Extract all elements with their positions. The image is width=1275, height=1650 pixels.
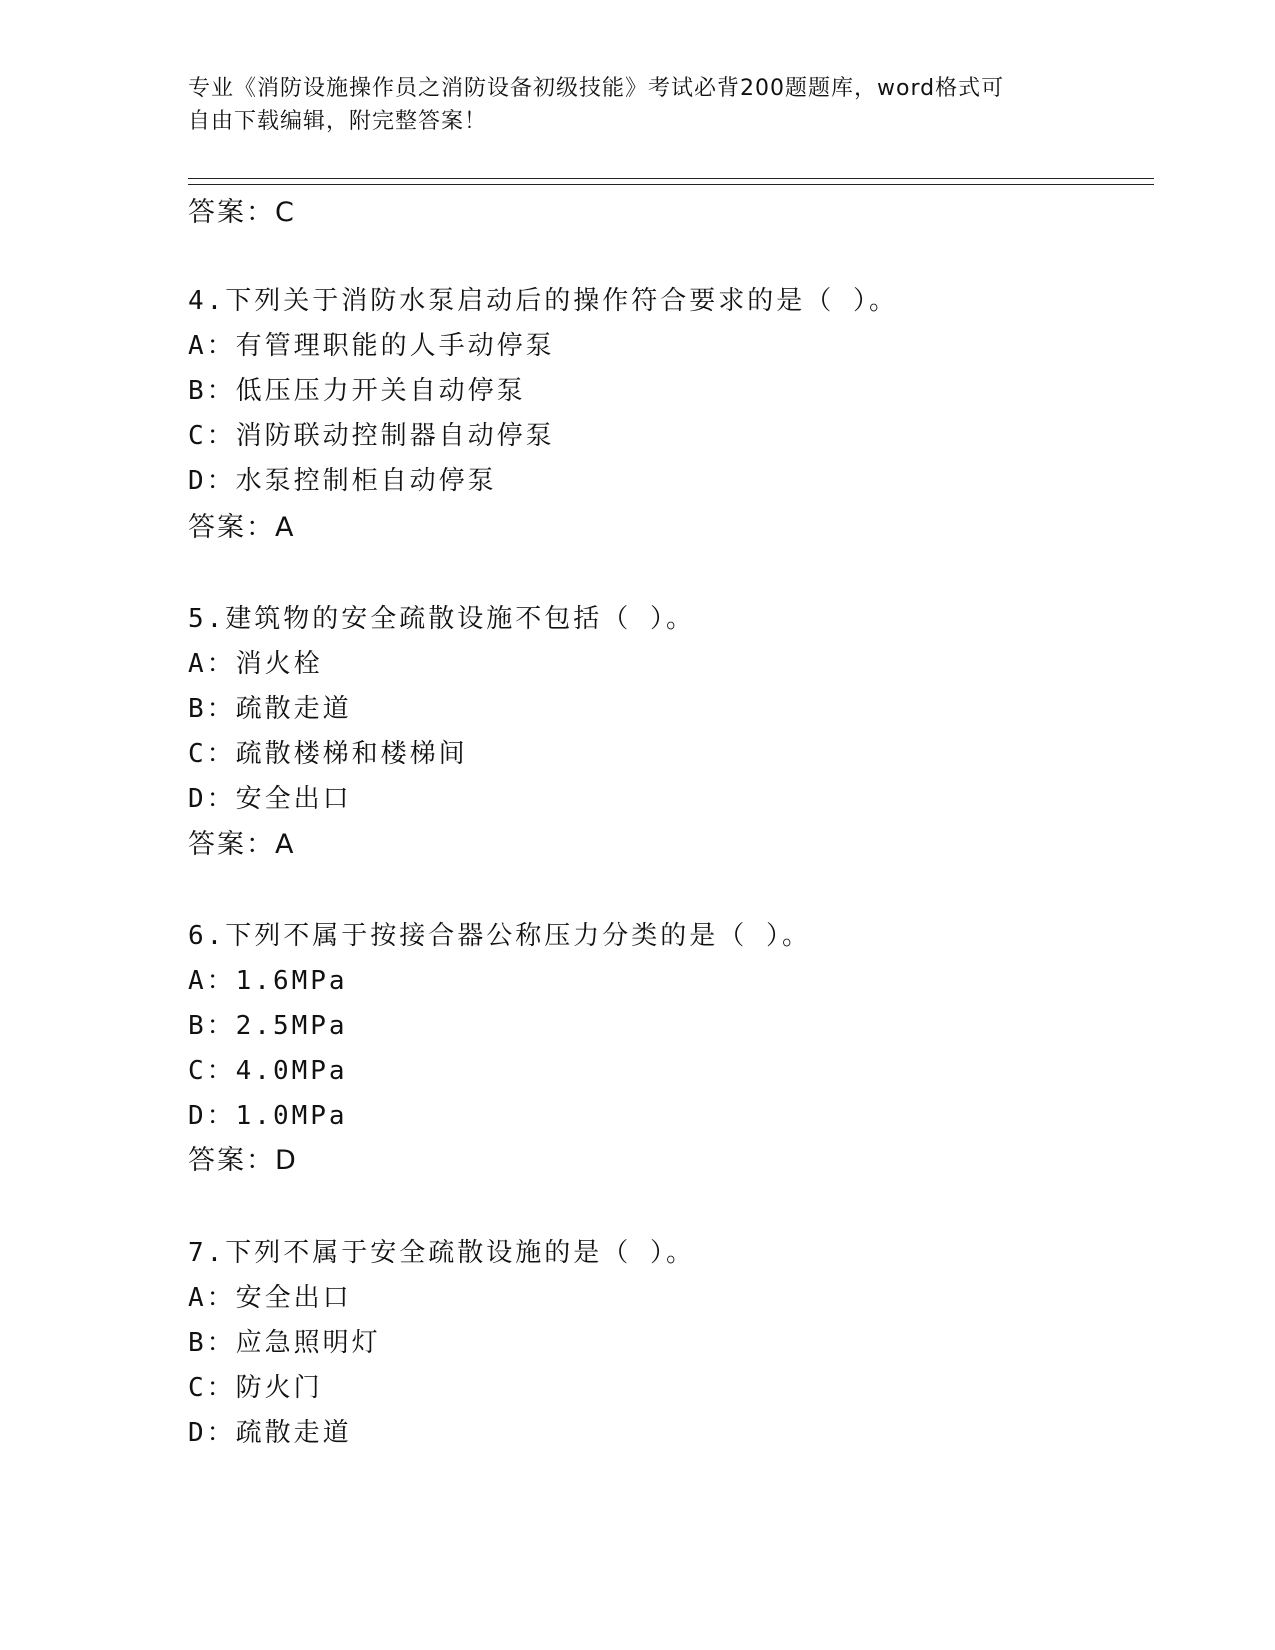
question-4-option-d: D：水泵控制柜自动停泵 xyxy=(188,466,497,496)
answer-q6: 答案：D xyxy=(188,1145,298,1176)
answer-q4: 答案：A xyxy=(188,512,296,543)
question-5-option-d: D：安全出口 xyxy=(188,784,352,814)
header-rule-top xyxy=(188,178,1154,179)
question-4-option-b: B：低压压力开关自动停泵 xyxy=(188,376,526,406)
question-4-option-a: A：有管理职能的人手动停泵 xyxy=(188,331,555,361)
header-rule-bottom xyxy=(188,184,1154,185)
question-5-option-b: B：疏散走道 xyxy=(188,694,352,724)
question-5-option-c: C：疏散楼梯和楼梯间 xyxy=(188,739,468,769)
header-line-2: 自由下载编辑，附完整答案！ xyxy=(188,109,488,134)
question-6-option-a: A：1.6MPa xyxy=(188,966,348,996)
question-7-stem: 7.下列不属于安全疏散设施的是（ ）。 xyxy=(188,1238,695,1268)
question-7-option-b: B：应急照明灯 xyxy=(188,1328,381,1358)
header-line-1: 专业《消防设施操作员之消防设备初级技能》考试必背200题题库，word格式可 xyxy=(188,76,1005,101)
question-5-stem: 5.建筑物的安全疏散设施不包括（ ）。 xyxy=(188,604,695,634)
question-6-option-c: C：4.0MPa xyxy=(188,1056,348,1086)
answer-q5: 答案：A xyxy=(188,829,296,860)
question-7-option-a: A：安全出口 xyxy=(188,1283,352,1313)
question-6-option-b: B：2.5MPa xyxy=(188,1011,348,1041)
question-5-option-a: A：消火栓 xyxy=(188,649,323,679)
document-header xyxy=(188,72,1088,138)
question-7-option-c: C：防火门 xyxy=(188,1373,323,1403)
question-6-stem: 6.下列不属于按接合器公称压力分类的是（ ）。 xyxy=(188,921,811,951)
question-7-option-d: D：疏散走道 xyxy=(188,1418,352,1448)
question-4-option-c: C：消防联动控制器自动停泵 xyxy=(188,421,555,451)
answer-q3: 答案：C xyxy=(188,197,296,228)
question-4-stem: 4.下列关于消防水泵启动后的操作符合要求的是（ ）。 xyxy=(188,286,898,316)
question-6-option-d: D：1.0MPa xyxy=(188,1101,348,1131)
